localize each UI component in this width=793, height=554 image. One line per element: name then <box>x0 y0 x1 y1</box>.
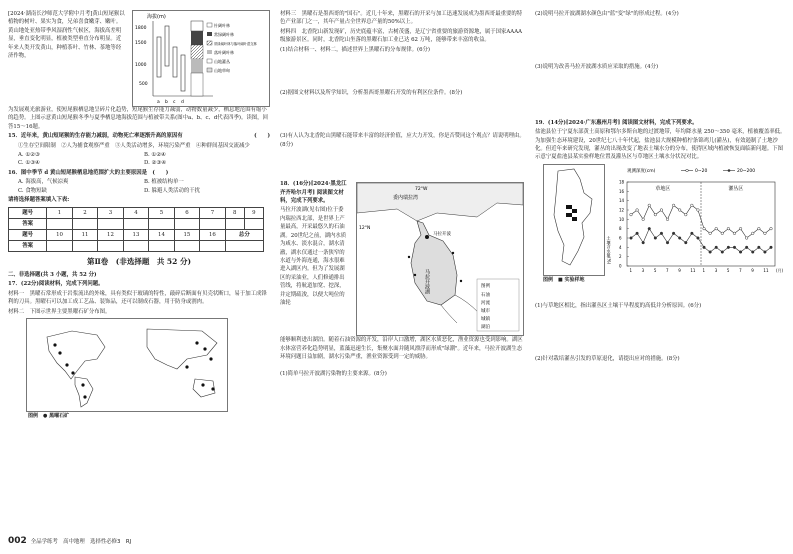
y-tick-label: 18 <box>619 179 625 185</box>
option-b[interactable]: B. 植被结构单一 <box>144 179 184 186</box>
soil-moisture-chart <box>605 164 787 282</box>
data-point <box>630 213 633 216</box>
data-point <box>648 227 651 230</box>
map-legend-title: 图例 <box>481 284 490 290</box>
figure-caption: 图例 ■ 实验样地 <box>543 276 585 283</box>
altitude-tick: 500 <box>139 82 148 87</box>
data-point <box>678 237 681 240</box>
map-legend-item: 湖泊 <box>481 325 490 331</box>
x-tick-label: 9 <box>751 267 754 273</box>
legend-item: 常绿阔叶林与落叶阔叶混交林 <box>214 42 257 46</box>
question-19-2: (2)针对栽培灌丛引发的草原退化，请提出应对的措施。(8分) <box>535 356 680 363</box>
answer-table <box>8 207 264 252</box>
x-tick-label: 7 <box>666 267 669 273</box>
data-point <box>672 232 675 235</box>
answer-space[interactable] <box>280 150 526 180</box>
question-16-options <box>18 178 270 195</box>
data-point <box>770 227 773 230</box>
legend-label-20-200: 20~200 <box>737 168 756 174</box>
season-bar-c <box>173 47 177 77</box>
obsidian-world-map <box>26 318 228 412</box>
season-tick: a <box>157 100 160 105</box>
option-a[interactable]: A. 海拔高，气候凉爽 <box>18 179 69 186</box>
question-17-3: (3)有人认为北香陀山黑曜石能带来丰富的经济价值，应大力开发，你是否赞同这个观点？请说明理由。(8分) <box>280 133 525 148</box>
season-tick: c <box>173 100 176 105</box>
data-point <box>691 232 694 235</box>
x-tick-label: 3 <box>714 267 718 273</box>
soil-moisture-figure <box>535 164 787 302</box>
data-point <box>678 209 681 212</box>
material-4: 材料四 北香陀山新发现矿，历史底蕴丰富，古树茂盛，是辽宁省重要的旅游资源地，属于国家AAAA级旅游景区。同时，北香陀山坐落的黑曜石加工业已达 62 万吨，能够带来丰富的收益。 <box>280 28 522 44</box>
question-18-text: 马拉开波湖(见右图)位于委内瑞拉西北部，是世界上产量最高，开采最悠久的石油湖。20世纪之前，湖内水质为咸水、淡水混合，湖水清澈，湖水仅通过一条狭窄的水道与外海连通，海水很难进入湖区内。但为了发展湖区的采油业，人们修通排出管线，将航道加宽、挖深，并定期疏浚，以便大吨位的油轮 <box>280 207 347 306</box>
data-point <box>642 241 645 244</box>
y-tick-label: 14 <box>619 198 625 204</box>
altitude-chart-svg <box>133 11 269 106</box>
column-middle <box>280 10 526 380</box>
data-point <box>770 246 773 249</box>
map-legend-item: 石油 <box>481 293 490 299</box>
question-17-1: (1)结合材料一、材料二，描述世界上黑曜石的分布规律。(6分) <box>280 46 431 53</box>
x-tick-label: 3 <box>641 267 645 273</box>
data-point <box>697 237 700 240</box>
season-bar-a <box>157 37 161 77</box>
data-point <box>648 204 651 207</box>
question-16: 16．图中季节 d 黄山短尾猴栖息地范围扩大的主要原因是 ( ) <box>8 169 169 176</box>
data-point <box>709 251 712 254</box>
map-legend-item: 城镇 <box>481 317 490 323</box>
x-tick-label: 11 <box>690 267 696 273</box>
question-18: 18．(16分)[2024·黑龙江齐齐哈尔月考] 阅读图文材料，完成下列要求。 <box>280 181 347 205</box>
data-point <box>709 232 712 235</box>
data-point <box>666 218 669 221</box>
option-c[interactable]: C. ①③④ <box>18 160 40 167</box>
data-point <box>745 237 748 240</box>
data-point <box>758 227 761 230</box>
data-point <box>684 241 687 244</box>
season-tick: d <box>181 100 184 105</box>
chart-xlabel: (月) <box>776 267 784 273</box>
question-19: 19．(14分)[2024·广东惠州月考] 阅读图文材料，完成下列要求。 <box>535 119 698 126</box>
altitude-chart <box>132 10 270 107</box>
answer-space[interactable] <box>535 19 787 63</box>
data-point <box>745 246 748 249</box>
y-tick-label: 10 <box>619 216 625 222</box>
y-tick-label: 4 <box>619 244 622 250</box>
data-point <box>764 251 767 254</box>
table-row: 题号 10 11 12 13 14 15 16 总分 <box>9 230 264 241</box>
map-lat-label: 12°N <box>359 226 371 232</box>
data-point <box>684 213 687 216</box>
question-15-items: ①生存空间限制 ②人为捕食观察严重 ③人类活动增多，环境污染严重 ④种群间基因交流减少 <box>18 142 250 149</box>
data-point <box>660 209 663 212</box>
data-point <box>751 251 754 254</box>
material-2: 材料二 下图示世界主要黑曜石矿分布图。 <box>8 308 111 315</box>
legend-item: 山地草甸 <box>214 68 230 73</box>
location-map <box>543 164 605 276</box>
data-point <box>727 227 730 230</box>
altitude-tick: 1500 <box>135 41 147 46</box>
data-point <box>666 241 669 244</box>
question-15: 15．近年来，黄山短尾猴的生存能力减弱，动物死亡率逐渐升高的原因有 ( ) <box>8 133 270 140</box>
option-a[interactable]: A. ①②③ <box>18 152 40 159</box>
section-2-title: 二、非选择题(共 3 小题，共 52 分) <box>8 271 97 278</box>
data-point <box>703 246 706 249</box>
y-tick-label: 6 <box>619 235 622 241</box>
x-tick-label: 1 <box>702 267 706 273</box>
part-2-title: 第Ⅱ卷 (非选择题 共 52 分) <box>86 257 192 267</box>
x-tick-label: 7 <box>739 267 742 273</box>
answer-table-title: 请将选择题答案填入下表: <box>8 197 70 204</box>
y-tick-label: 8 <box>619 226 622 232</box>
question-19-text: 盐池县位于宁夏东部黄土高原和鄂尔多斯台地的过渡地带，年均降水量 250～350 毫米，植被覆盖率低。为加强生态环境建设，20世纪七八十年代起，盐池县大规模种植柠条锦鸡儿(灌丛)，有效遏制了土地沙化。但近年来研究发现，灌丛的出现改变了地表土壤水分的分布，使得区域内植被恢复面临新问题。下图示意宁夏盐池县某实验样地位置及灌丛区与草地区土壤水分状况对比。 <box>535 129 786 161</box>
data-point <box>691 204 694 207</box>
altitude-tick: 1800 <box>135 26 147 31</box>
table-row: 答案 <box>9 219 264 230</box>
map-city-label: 马拉开波 <box>433 232 451 238</box>
column-right <box>535 10 787 365</box>
y-tick-label: 12 <box>619 207 625 213</box>
answer-space[interactable] <box>280 55 526 89</box>
data-point <box>654 237 657 240</box>
altitude-tick: 1000 <box>135 63 147 68</box>
answer-space[interactable] <box>535 73 787 119</box>
data-point <box>733 246 736 249</box>
y-tick-label: 2 <box>619 254 622 260</box>
intro-text-continued: 为发展观光旅游业，使短尾猴栖息地呈碎片化趋势，短尾猴生存能力减弱，动物数量减少，栖息地范围有缩小的趋势。上图示意黄山短尾猴冬季与夏季栖息地海拔范围与植被带关系(图中a、b、c、d代表四季)。读图，回答15～16题。 <box>8 107 268 130</box>
question-18-block <box>280 180 526 370</box>
question-17: 17．(22分)阅读材料，完成下列问题。 <box>8 281 104 288</box>
chart-ylabel: 土壤含水量(%) <box>606 235 612 265</box>
legend-item: 常绿阔叶林 <box>214 32 234 37</box>
material-1: 材料一 黑曜石常形成于岩浆流出的外缘，具有类似于玻璃的特性，敲碎后断面有贝壳状断口，易于加工成锋利的刀具。黑曜石可以加工成工艺品、装饰品，还可以制成石器，用于防身或割肉。 <box>8 290 267 306</box>
map-legend-item: 城市 <box>481 309 490 315</box>
data-point <box>721 232 724 235</box>
legend-item: 针阔叶林 <box>214 23 230 28</box>
legend-marker-0-20 <box>686 169 689 172</box>
region-label-grass: 草地区 <box>655 185 671 192</box>
question-18-2: (2)说明马拉开波湖湖水颜色由"蓝"变"绿"的形成过程。(4分) <box>535 11 679 17</box>
data-point <box>642 218 645 221</box>
option-d[interactable]: D. 躲避人类活动的干扰 <box>144 187 201 194</box>
data-point <box>739 251 742 254</box>
chart-legend-title: 观测深度(cm) <box>627 168 656 174</box>
data-point <box>733 232 736 235</box>
legend-label-0-20: 0~20 <box>695 168 708 174</box>
world-map-svg <box>27 319 227 411</box>
data-point <box>636 232 639 235</box>
data-point <box>721 251 724 254</box>
legend-item: 山地灌丛 <box>214 59 230 64</box>
location-map-svg <box>544 165 604 275</box>
table-row: 题号 1 2 3 4 5 6 7 8 9 <box>9 208 264 219</box>
option-d[interactable]: D. ②③④ <box>144 160 167 167</box>
material-3: 材料三 黑曜石是墨西哥的"国石"。近几十年来，黑曜石的开采与加工迅速发展成为墨西哥最重要的特色产业部门之一，其年产量占全世界总产量的50%以上。 <box>280 11 523 26</box>
q15-intro-block <box>8 10 270 106</box>
map-lake-label: 马拉开波湖 <box>424 269 430 295</box>
veg-band-broadleaf <box>191 31 203 45</box>
answer-space[interactable] <box>280 98 526 132</box>
answer-space[interactable] <box>535 311 787 355</box>
option-b[interactable]: B. ①②④ <box>144 152 166 159</box>
question-18-3: (3)说明为改善马拉开波湖水质应采取的措施。(4分) <box>535 64 659 71</box>
option-c[interactable]: C. 食物短缺 <box>18 187 47 194</box>
data-point <box>660 232 663 235</box>
table-row: 答案 <box>9 241 264 252</box>
map-sea-label: 委内瑞拉湾 <box>393 195 419 202</box>
y-tick-label: 16 <box>619 188 625 194</box>
maracaibo-map-svg <box>357 183 523 335</box>
region-label-shrub: 灌丛区 <box>728 185 744 192</box>
data-point <box>630 237 633 240</box>
data-point <box>703 227 706 230</box>
data-point <box>636 209 639 212</box>
data-point <box>672 204 675 207</box>
y-tick-label: 0 <box>619 263 622 269</box>
veg-band-mixed <box>191 45 203 59</box>
legend-item: 落叶阔叶林 <box>214 50 234 55</box>
question-18-text-continued: 能够顺利进出湖泊。随着石油资源的开发，沿岸人口激增，湖区水质恶化，渔业资源也受到影响。湖区水体富营养化趋势明显，蓝藻迅速生长，集聚水面并随风漂浮而形成"绿潮"。近年来，马拉开波湖生态环境问题日益加剧，湖水污染严重，渔业资源受到一定的威胁。 <box>280 337 523 361</box>
season-bar-b <box>165 26 169 66</box>
data-point <box>764 232 767 235</box>
question-19-1: (1)与草地区相比，指出灌丛区土壤干旱程度的高低并分析原因。(6分) <box>535 302 702 309</box>
page-number: 002 <box>8 536 27 546</box>
season-tick: b <box>165 100 168 105</box>
data-point <box>739 227 742 230</box>
column-left <box>8 10 270 421</box>
data-point <box>727 246 730 249</box>
data-point <box>751 232 754 235</box>
footer-text: 全品学练考 高中地理 选择性必修3 RJ <box>30 539 132 545</box>
data-point <box>715 246 718 249</box>
x-tick-label: 5 <box>726 267 730 273</box>
map-legend-item: 河流 <box>481 301 490 307</box>
data-point <box>715 227 718 230</box>
map-lon-label: 72°W <box>415 187 428 193</box>
page-footer <box>8 536 131 546</box>
maracaibo-map <box>356 182 524 336</box>
veg-band-deciduous <box>191 59 203 73</box>
x-tick-label: 5 <box>653 267 657 273</box>
data-point <box>697 209 700 212</box>
legend-marker-20-200 <box>728 169 731 172</box>
map-legend: 图例 ● 黑曜石矿 <box>28 412 70 419</box>
question-18-1: (1)简单马拉开波湖污染物的主要来源。(8分) <box>280 371 387 378</box>
veg-band-conifer <box>191 21 203 31</box>
question-15-options <box>18 151 270 168</box>
veg-band-shrub <box>191 73 203 96</box>
season-bar-d <box>181 55 185 91</box>
intro-text: [2024·湖南长沙师范大学附中月考]黄山短尾猴以植物的树叶、果实为食，兄弟喜食嫩芽、嫩叶。黄山地处亚热带季风湿润性气候区，海拔高差明显，垂直变化明显，植被类型垂直分布明显。近年来人类开发黄山，种植茶叶、竹林、茶地等经济作物， <box>8 11 125 60</box>
altitude-chart-ylabel: 海拔(m) <box>147 14 166 20</box>
data-point <box>654 213 657 216</box>
question-17-2: (2)据图文材料以及所学知识，分析墨西哥黑曜石开发的有利区位条件。(8分) <box>280 90 463 97</box>
x-tick-label: 9 <box>678 267 681 273</box>
data-point <box>758 246 761 249</box>
x-tick-label: 11 <box>763 267 769 273</box>
x-tick-label: 1 <box>629 267 633 273</box>
